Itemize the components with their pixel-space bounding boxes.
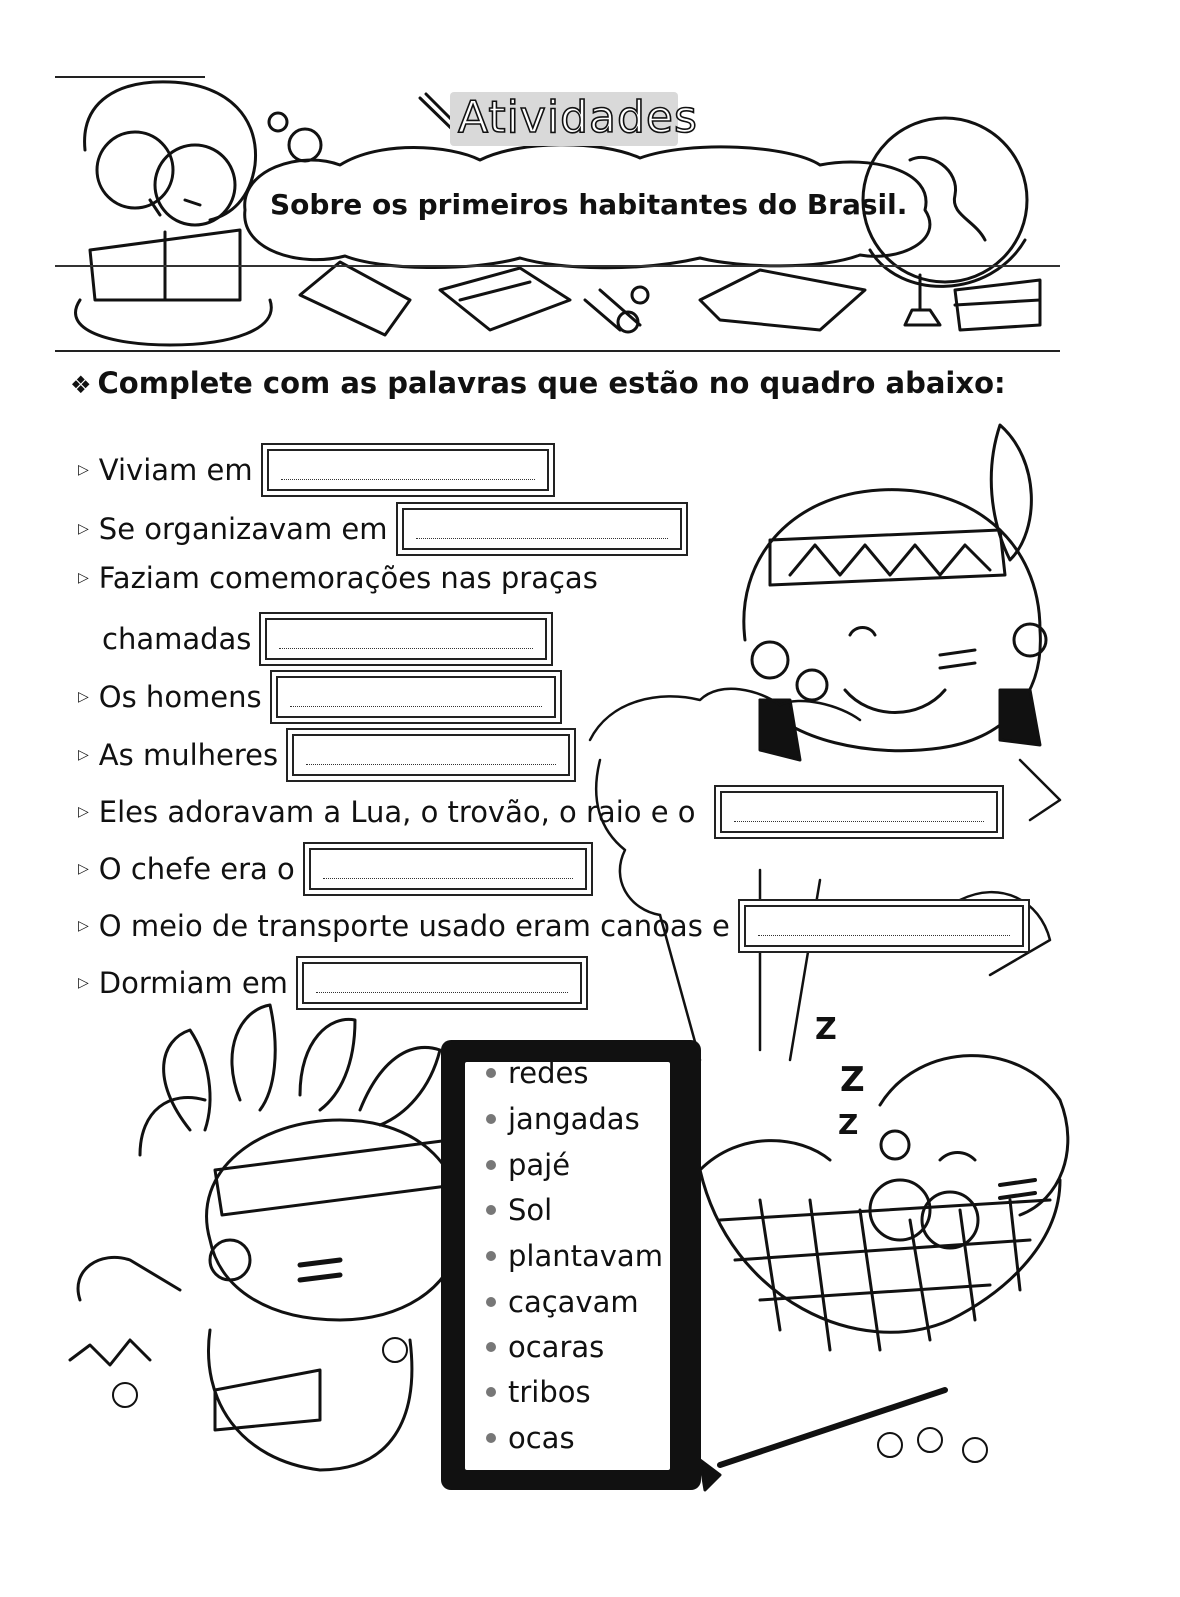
question-text: Faziam comemorações nas praças (98, 561, 598, 595)
bullet-dot-icon (486, 1342, 496, 1352)
word-bank-item (486, 1421, 575, 1455)
top-rule (55, 76, 205, 78)
triangle-bullet-icon: ▷ (78, 861, 89, 877)
question-text: Eles adoravam a Lua, o trovão, o raio e o (98, 795, 696, 829)
instruction (70, 366, 1006, 400)
word-bank-item (486, 1102, 640, 1136)
word-bank-item (486, 1330, 604, 1364)
header-divider (55, 350, 1060, 352)
triangle-bullet-icon: ▷ (78, 570, 89, 586)
bullet-dot-icon (486, 1433, 496, 1443)
question-7 (78, 842, 593, 896)
answer-box-9[interactable] (296, 956, 588, 1010)
answer-box-8[interactable] (738, 899, 1030, 953)
page-title: Atividades (458, 92, 698, 143)
bullet-dot-icon (486, 1205, 496, 1215)
question-text: As mulheres (98, 738, 279, 772)
question-5 (78, 728, 576, 782)
word-bank-item (486, 1148, 570, 1182)
globe-illustration (863, 118, 1027, 325)
girl-reading-illustration (76, 82, 272, 345)
triangle-bullet-icon: ▷ (78, 462, 89, 478)
answer-box-6[interactable] (714, 785, 1004, 839)
indigenous-boy-illustration (70, 1005, 461, 1470)
sleep-letter: Z (840, 1060, 865, 1100)
word-bank-label: ocaras (508, 1330, 605, 1364)
triangle-bullet-icon: ▷ (78, 804, 89, 820)
question-text: Se organizavam em (98, 512, 388, 546)
word-bank-item (486, 1193, 552, 1227)
word-bank-label: jangadas (508, 1102, 640, 1136)
word-bank-item (486, 1056, 589, 1090)
answer-box-7[interactable] (303, 842, 593, 896)
answer-box-4[interactable] (270, 670, 562, 724)
question-text: Viviam em (98, 453, 253, 487)
bullet-dot-icon (486, 1251, 496, 1261)
triangle-bullet-icon: ▷ (78, 975, 89, 991)
answer-box-3[interactable] (259, 612, 553, 666)
word-bank-item (486, 1239, 663, 1273)
sleep-letter: Z (838, 1108, 859, 1141)
question-text: O meio de transporte usado eram canoas e (98, 909, 730, 943)
triangle-bullet-icon: ▷ (78, 918, 89, 934)
word-bank-label: ocas (508, 1421, 575, 1455)
bullet-dot-icon (486, 1297, 496, 1307)
question-text: Os homens (98, 680, 262, 714)
question-text: Dormiam em (98, 966, 288, 1000)
hammock-illustration (700, 1056, 1068, 1490)
word-bank-item (486, 1285, 639, 1319)
question-3 (78, 561, 598, 595)
question-1 (78, 443, 555, 497)
word-bank-label: tribos (508, 1375, 591, 1409)
question-text: O chefe era o (98, 852, 295, 886)
bullet-dot-icon (486, 1387, 496, 1397)
word-bank-label: caçavam (508, 1285, 639, 1319)
bullet-dot-icon (486, 1068, 496, 1078)
diamond-bullet-icon: ❖ (70, 371, 92, 399)
question-3-continued (78, 612, 553, 666)
word-bank-item (486, 1375, 591, 1409)
question-2 (78, 502, 688, 556)
triangle-bullet-icon: ▷ (78, 747, 89, 763)
answer-box-1[interactable] (261, 443, 555, 497)
tree-illustration (590, 689, 1060, 1060)
question-8 (78, 899, 1030, 953)
bullet-dot-icon (486, 1114, 496, 1124)
question-4 (78, 670, 562, 724)
question-text: chamadas (102, 622, 252, 656)
question-6 (78, 785, 1004, 839)
word-bank-label: pajé (508, 1148, 571, 1182)
indigenous-girl-illustration (744, 425, 1046, 760)
instruction-text: Complete com as palavras que estão no quadro abaixo: (97, 366, 1006, 400)
word-bank-label: Sol (508, 1193, 553, 1227)
triangle-bullet-icon: ▷ (78, 689, 89, 705)
word-bank-label: plantavam (508, 1239, 663, 1273)
answer-box-2[interactable] (396, 502, 688, 556)
word-bank-label: redes (508, 1056, 589, 1090)
page-subtitle: Sobre os primeiros habitantes do Brasil. (270, 188, 908, 221)
triangle-bullet-icon: ▷ (78, 521, 89, 537)
answer-box-5[interactable] (286, 728, 576, 782)
question-9 (78, 956, 588, 1010)
sleep-letter: Z (815, 1012, 837, 1047)
shelf-line (55, 265, 1060, 267)
bullet-dot-icon (486, 1160, 496, 1170)
